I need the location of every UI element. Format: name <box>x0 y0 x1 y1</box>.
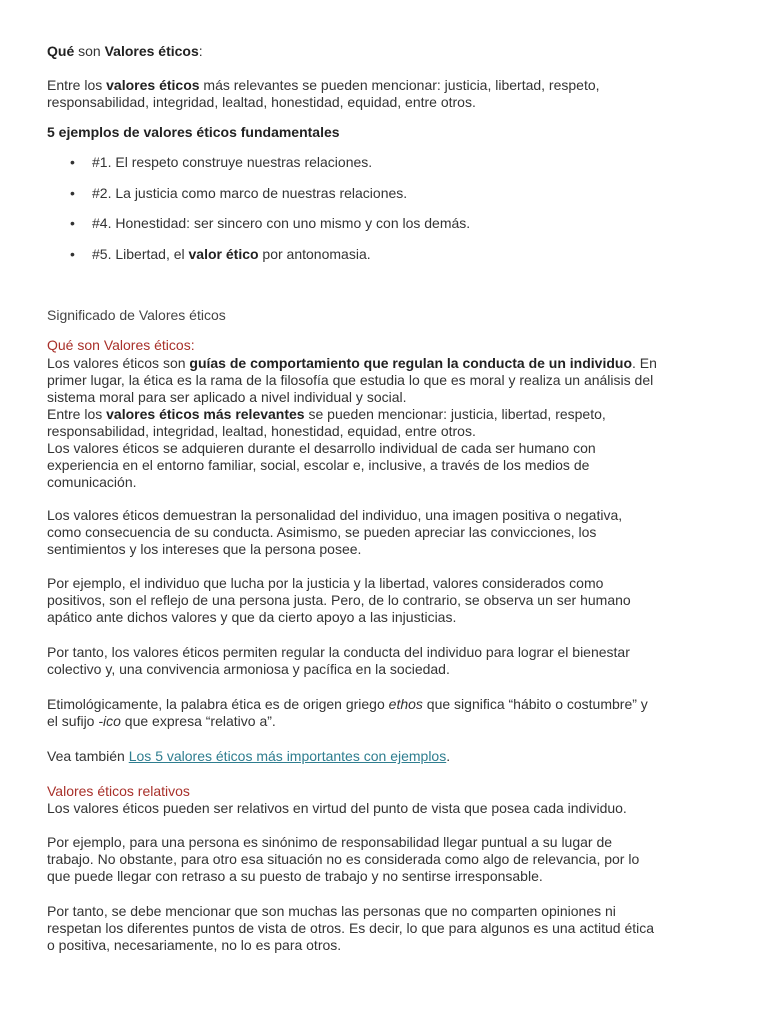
see-also-link[interactable]: Los 5 valores éticos más importantes con ejemplos <box>128 748 447 764</box>
p1-line: sistema moral para ser aplicado a nivel individual y social. <box>47 389 407 405</box>
p1-text: Los valores éticos son <box>47 355 190 371</box>
intro-title-valores: Valores éticos <box>104 43 199 59</box>
intro-text: Entre los <box>47 77 107 93</box>
p2-line: Los valores éticos demuestran la personalidad del individuo, una imagen positiva o negativa, <box>47 507 623 523</box>
p1-line: comunicación. <box>47 474 137 490</box>
p1-line: se pueden mencionar: justicia, libertad, respeto, <box>304 406 606 422</box>
list-item <box>70 185 710 201</box>
list-item <box>70 215 710 231</box>
bullet-icon: • <box>70 154 75 170</box>
p1-line: responsabilidad, integridad, lealtad, honestidad, equidad, entre otros. <box>47 423 476 439</box>
intro-bold: valores éticos <box>106 77 200 93</box>
p5-text-3: el sufijo <box>47 713 99 729</box>
p1-line: Los valores éticos se adquieren durante el desarrollo individual de cada ser humano con <box>47 440 596 456</box>
intro-text-2: más relevantes se pueden mencionar: justicia, libertad, respeto, <box>199 77 600 93</box>
relative-paragraph-1: Los valores éticos pueden ser relativos en virtud del punto de vista que posea cada individuo. <box>47 800 627 816</box>
rel-p2-line: Por ejemplo, para una persona es sinónimo de responsabilidad llegar puntual a su lugar de <box>47 834 613 850</box>
intro-text-3: responsabilidad, integridad, lealtad, honestidad, equidad, entre otros. <box>47 94 476 110</box>
relative-paragraph-2 <box>47 834 727 885</box>
p5-text-4: que expresa “relativo a”. <box>120 713 276 729</box>
meaning-subtitle: Qué son Valores éticos: <box>47 337 195 353</box>
meaning-paragraph-2 <box>47 507 727 558</box>
p3-line: positivos, son el reflejo de una persona justa. Pero, de lo contrario, se observa un ser humano <box>47 592 631 608</box>
meaning-paragraph-3 <box>47 575 727 626</box>
intro-paragraph <box>47 77 727 111</box>
list-item-text-2: por antonomasia. <box>258 246 371 262</box>
p2-line: como consecuencia de su conducta. Asimismo, se pueden apreciar las convicciones, los <box>47 524 597 540</box>
p1-line: experiencia en el entorno familiar, social, escolar e, inclusive, a través de los medios de <box>47 457 590 473</box>
rel-p3-line: o positiva, necesariamente, no lo es para otros. <box>47 937 342 953</box>
rel-p2-line: trabajo. No obstante, para otro esa situación no es considerada como algo de relevancia, por lo <box>47 851 640 867</box>
intro-title <box>47 43 727 59</box>
see-also-suffix: . <box>446 748 451 764</box>
p5-text: Etimológicamente, la palabra ética es de origen griego <box>47 696 389 712</box>
meaning-paragraph-1 <box>47 355 727 491</box>
p5-italic: ethos <box>388 696 423 712</box>
p4-line: Por tanto, los valores éticos permiten regular la conducta del individuo para lograr el bienestar <box>47 644 630 660</box>
list-item <box>70 154 710 170</box>
p3-line: apático ante dichos valores y que da cierto apoyo a las injusticias. <box>47 609 457 625</box>
relative-paragraph-3 <box>47 903 727 954</box>
rel-p3-line: Por tanto, se debe mencionar que son muchas las personas que no comparten opiniones ni <box>47 903 616 919</box>
p3-line: Por ejemplo, el individuo que lucha por la justicia y la libertad, valores considerados como <box>47 575 604 591</box>
see-also <box>47 748 727 764</box>
rel-p2-line: que puede llegar con retraso a su puesto de trabajo y no sentirse irresponsable. <box>47 868 543 884</box>
relative-title: Valores éticos relativos <box>47 783 190 799</box>
rel-p3-line: respetan los diferentes puntos de vista de otros. Es decir, lo que para algunos es una actitud ética <box>47 920 655 936</box>
list-item-text: #4. Honestidad: ser sincero con uno mismo y con los demás. <box>92 215 471 231</box>
p4-line: colectivo y, una convivencia armoniosa y pacífica en la sociedad. <box>47 661 450 677</box>
meaning-paragraph-4 <box>47 644 727 678</box>
p1-bold-2: valores éticos más relevantes <box>106 406 305 422</box>
intro-title-que: Qué <box>47 43 75 59</box>
p2-line: sentimientos y los intereses que la persona posee. <box>47 541 362 557</box>
examples-heading: 5 ejemplos de valores éticos fundamentales <box>47 124 340 140</box>
meaning-title: Significado de Valores éticos <box>47 307 226 323</box>
list-item-text: #5. Libertad, el <box>92 246 189 262</box>
meaning-paragraph-5 <box>47 696 727 730</box>
list-item-text: #1. El respeto construye nuestras relaciones. <box>92 154 373 170</box>
list-item-bold: valor ético <box>188 246 259 262</box>
intro-title-son: son <box>74 43 105 59</box>
see-also-prefix: Vea también <box>47 748 129 764</box>
bullet-icon: • <box>70 185 75 201</box>
p1-text-end: . En <box>632 355 657 371</box>
bullet-icon: • <box>70 246 75 262</box>
p5-text-2: que significa “hábito o costumbre” y <box>422 696 648 712</box>
p1-bold: guías de comportamiento que regulan la conducta de un individuo <box>189 355 633 371</box>
p5-italic-2: -ico <box>98 713 121 729</box>
bullet-icon: • <box>70 215 75 231</box>
p1-line: Entre los <box>47 406 107 422</box>
p1-line: primer lugar, la ética es la rama de la filosofía que estudia lo que es moral y realiza un análisis del <box>47 372 654 388</box>
intro-title-colon: : <box>198 43 203 59</box>
list-item <box>70 246 710 262</box>
list-item-text: #2. La justicia como marco de nuestras relaciones. <box>92 185 408 201</box>
